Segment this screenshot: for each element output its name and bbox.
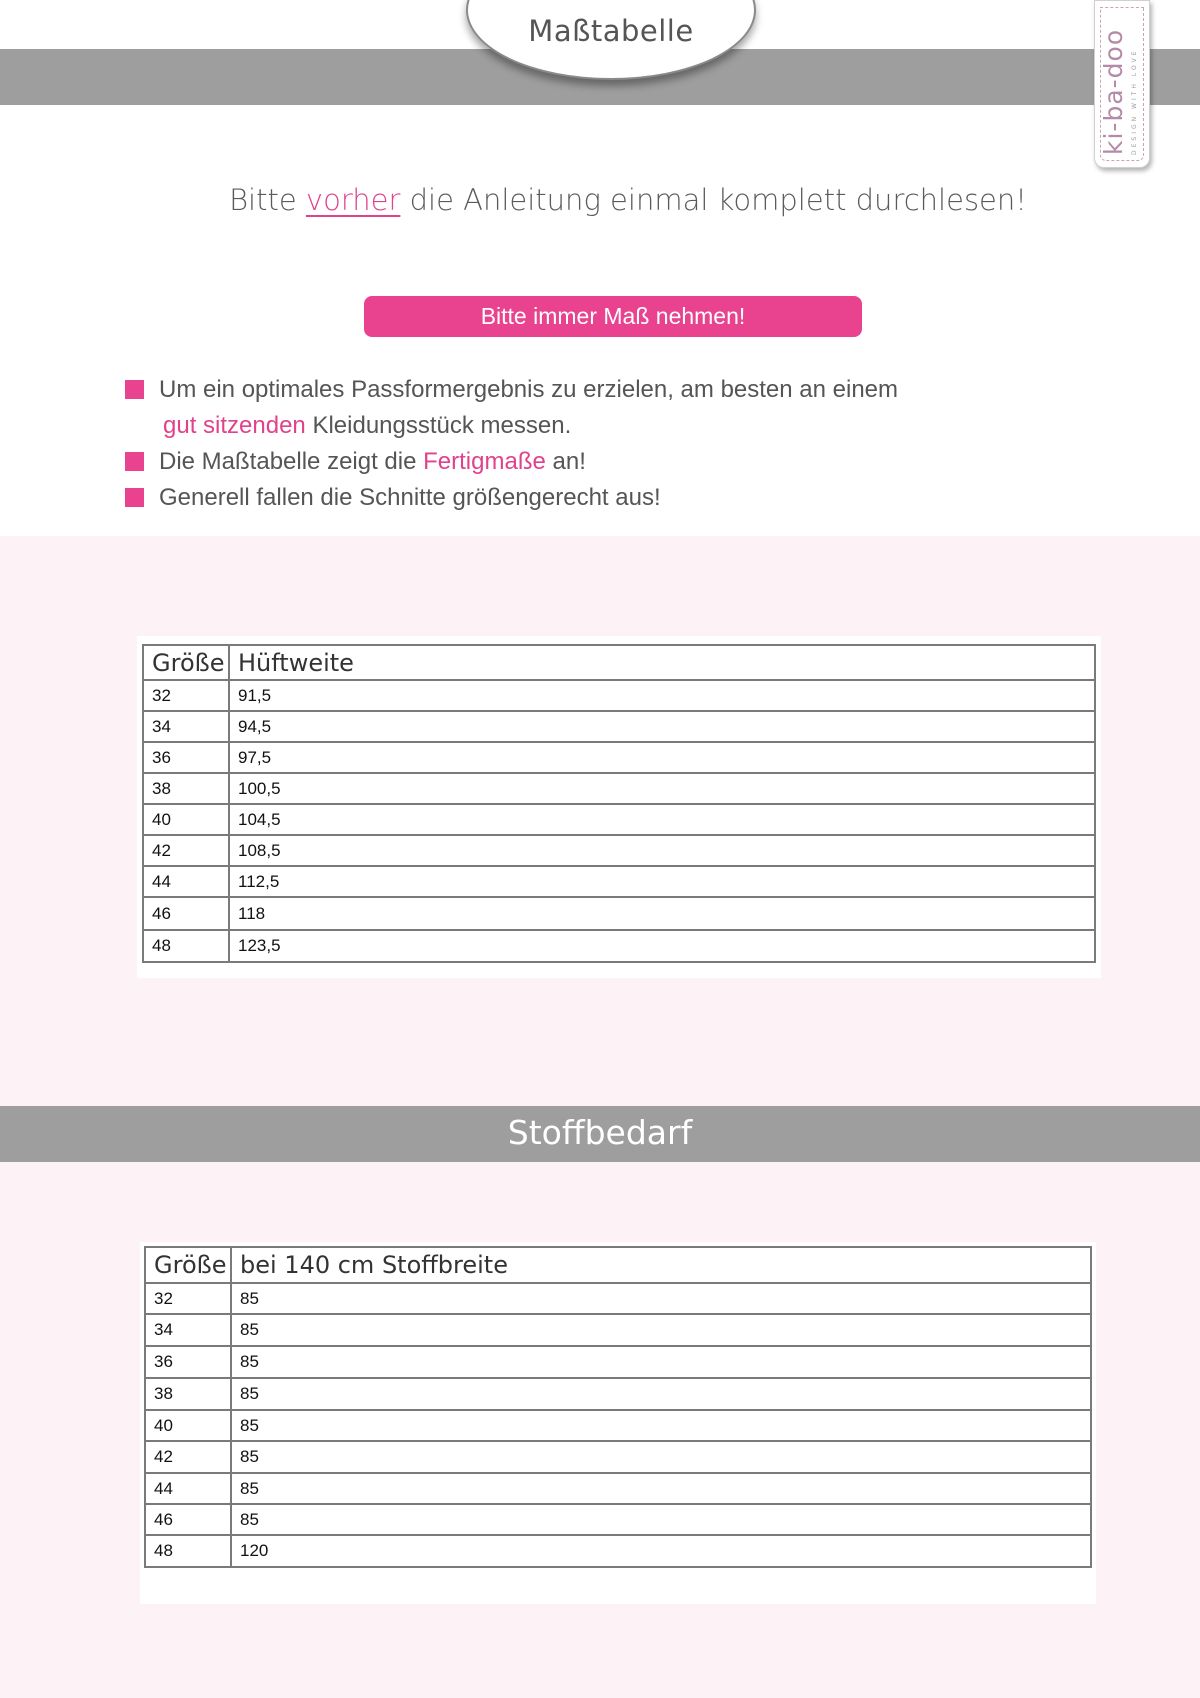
- size-cell: 46: [145, 1504, 231, 1535]
- fabric-table: [144, 1246, 1092, 1568]
- table-row: [143, 680, 1095, 711]
- size-cell: 34: [143, 711, 229, 742]
- value-cell: 120: [231, 1535, 1091, 1567]
- table-row: [145, 1535, 1091, 1567]
- table-row: [143, 897, 1095, 930]
- hint-1-line-1: Um ein optimales Passformergebnis zu erzielen, am besten an einem: [159, 376, 899, 403]
- intro-after: die Anleitung einmal komplett durchlesen!: [400, 183, 1027, 217]
- intro-before: Bitte: [229, 183, 306, 217]
- hint-2-highlight: Fertigmaße: [423, 448, 546, 475]
- table-row: [143, 804, 1095, 835]
- logo: [1095, 7, 1151, 163]
- table-header-row: [145, 1247, 1091, 1283]
- size-cell: 44: [143, 866, 229, 897]
- value-cell: 123,5: [229, 930, 1095, 962]
- value-cell: 85: [231, 1441, 1091, 1473]
- value-cell: 85: [231, 1504, 1091, 1535]
- size-cell: 48: [145, 1535, 231, 1567]
- measure-banner: Bitte immer Maß nehmen!: [364, 296, 862, 337]
- size-cell: 36: [145, 1346, 231, 1378]
- table-row: [145, 1504, 1091, 1535]
- table-row: [145, 1314, 1091, 1346]
- bullet-square-icon: [125, 488, 144, 507]
- table-row: [143, 835, 1095, 866]
- size-cell: 32: [143, 680, 229, 711]
- hint-2-pre: Die Maßtabelle zeigt die: [159, 448, 424, 475]
- table-row: [145, 1283, 1091, 1314]
- value-cell: 85: [231, 1346, 1091, 1378]
- section-title: Stoffbedarf: [507, 1113, 693, 1152]
- header-size: Größe: [145, 1247, 231, 1283]
- value-cell: 108,5: [229, 835, 1095, 866]
- size-cell: 40: [145, 1410, 231, 1441]
- value-cell: 85: [231, 1378, 1091, 1410]
- size-cell: 42: [143, 835, 229, 866]
- value-cell: 112,5: [229, 866, 1095, 897]
- size-cell: 48: [143, 930, 229, 962]
- bullet-square-icon: [125, 380, 144, 399]
- header-fabric-width: bei 140 cm Stoffbreite: [231, 1247, 1091, 1283]
- header-hip-width: Hüftweite: [229, 645, 1095, 680]
- value-cell: 118: [229, 897, 1095, 930]
- table-row: [145, 1378, 1091, 1410]
- value-cell: 85: [231, 1473, 1091, 1504]
- size-cell: 44: [145, 1473, 231, 1504]
- size-cell: 42: [145, 1441, 231, 1473]
- value-cell: 100,5: [229, 773, 1095, 804]
- table-row: [145, 1346, 1091, 1378]
- hint-1-highlight: gut sitzenden: [163, 412, 306, 439]
- page-title: Maßtabelle: [528, 14, 694, 48]
- size-cell: 34: [145, 1314, 231, 1346]
- value-cell: 85: [231, 1410, 1091, 1441]
- table-header-row: [143, 645, 1095, 680]
- value-cell: 94,5: [229, 711, 1095, 742]
- bullet-square-icon: [125, 452, 144, 471]
- table-row: [143, 711, 1095, 742]
- table-row: [145, 1441, 1091, 1473]
- value-cell: 97,5: [229, 742, 1095, 773]
- table-row: [143, 930, 1095, 962]
- header-size: Größe: [143, 645, 229, 680]
- table-row: [145, 1473, 1091, 1504]
- table-row: [143, 773, 1095, 804]
- table-row: [143, 742, 1095, 773]
- measure-table: [142, 644, 1096, 963]
- size-cell: 40: [143, 804, 229, 835]
- size-cell: 38: [145, 1378, 231, 1410]
- value-cell: 85: [231, 1314, 1091, 1346]
- size-cell: 38: [143, 773, 229, 804]
- hint-item: [125, 444, 1025, 480]
- hint-item: [125, 480, 1025, 516]
- logo-name: ki-ba-doo: [1099, 28, 1128, 155]
- logo-tagline: DESIGN WITH LOVE: [1131, 48, 1138, 155]
- table-row: [143, 866, 1095, 897]
- hint-2-post: an!: [545, 448, 586, 475]
- size-cell: 46: [143, 897, 229, 930]
- intro-highlight: vorher: [305, 183, 401, 217]
- logo-tag: [1094, 0, 1150, 168]
- size-cell: 32: [145, 1283, 231, 1314]
- table-row: [145, 1410, 1091, 1441]
- value-cell: 85: [231, 1283, 1091, 1314]
- value-cell: 104,5: [229, 804, 1095, 835]
- hint-3: Generell fallen die Schnitte größengerecht aus!: [159, 484, 661, 511]
- hint-1-line-2: Kleidungsstück messen.: [305, 412, 572, 439]
- hint-list: [125, 372, 1025, 516]
- hint-item: [125, 372, 1025, 444]
- size-cell: 36: [143, 742, 229, 773]
- intro-headline: [0, 183, 1200, 217]
- value-cell: 91,5: [229, 680, 1095, 711]
